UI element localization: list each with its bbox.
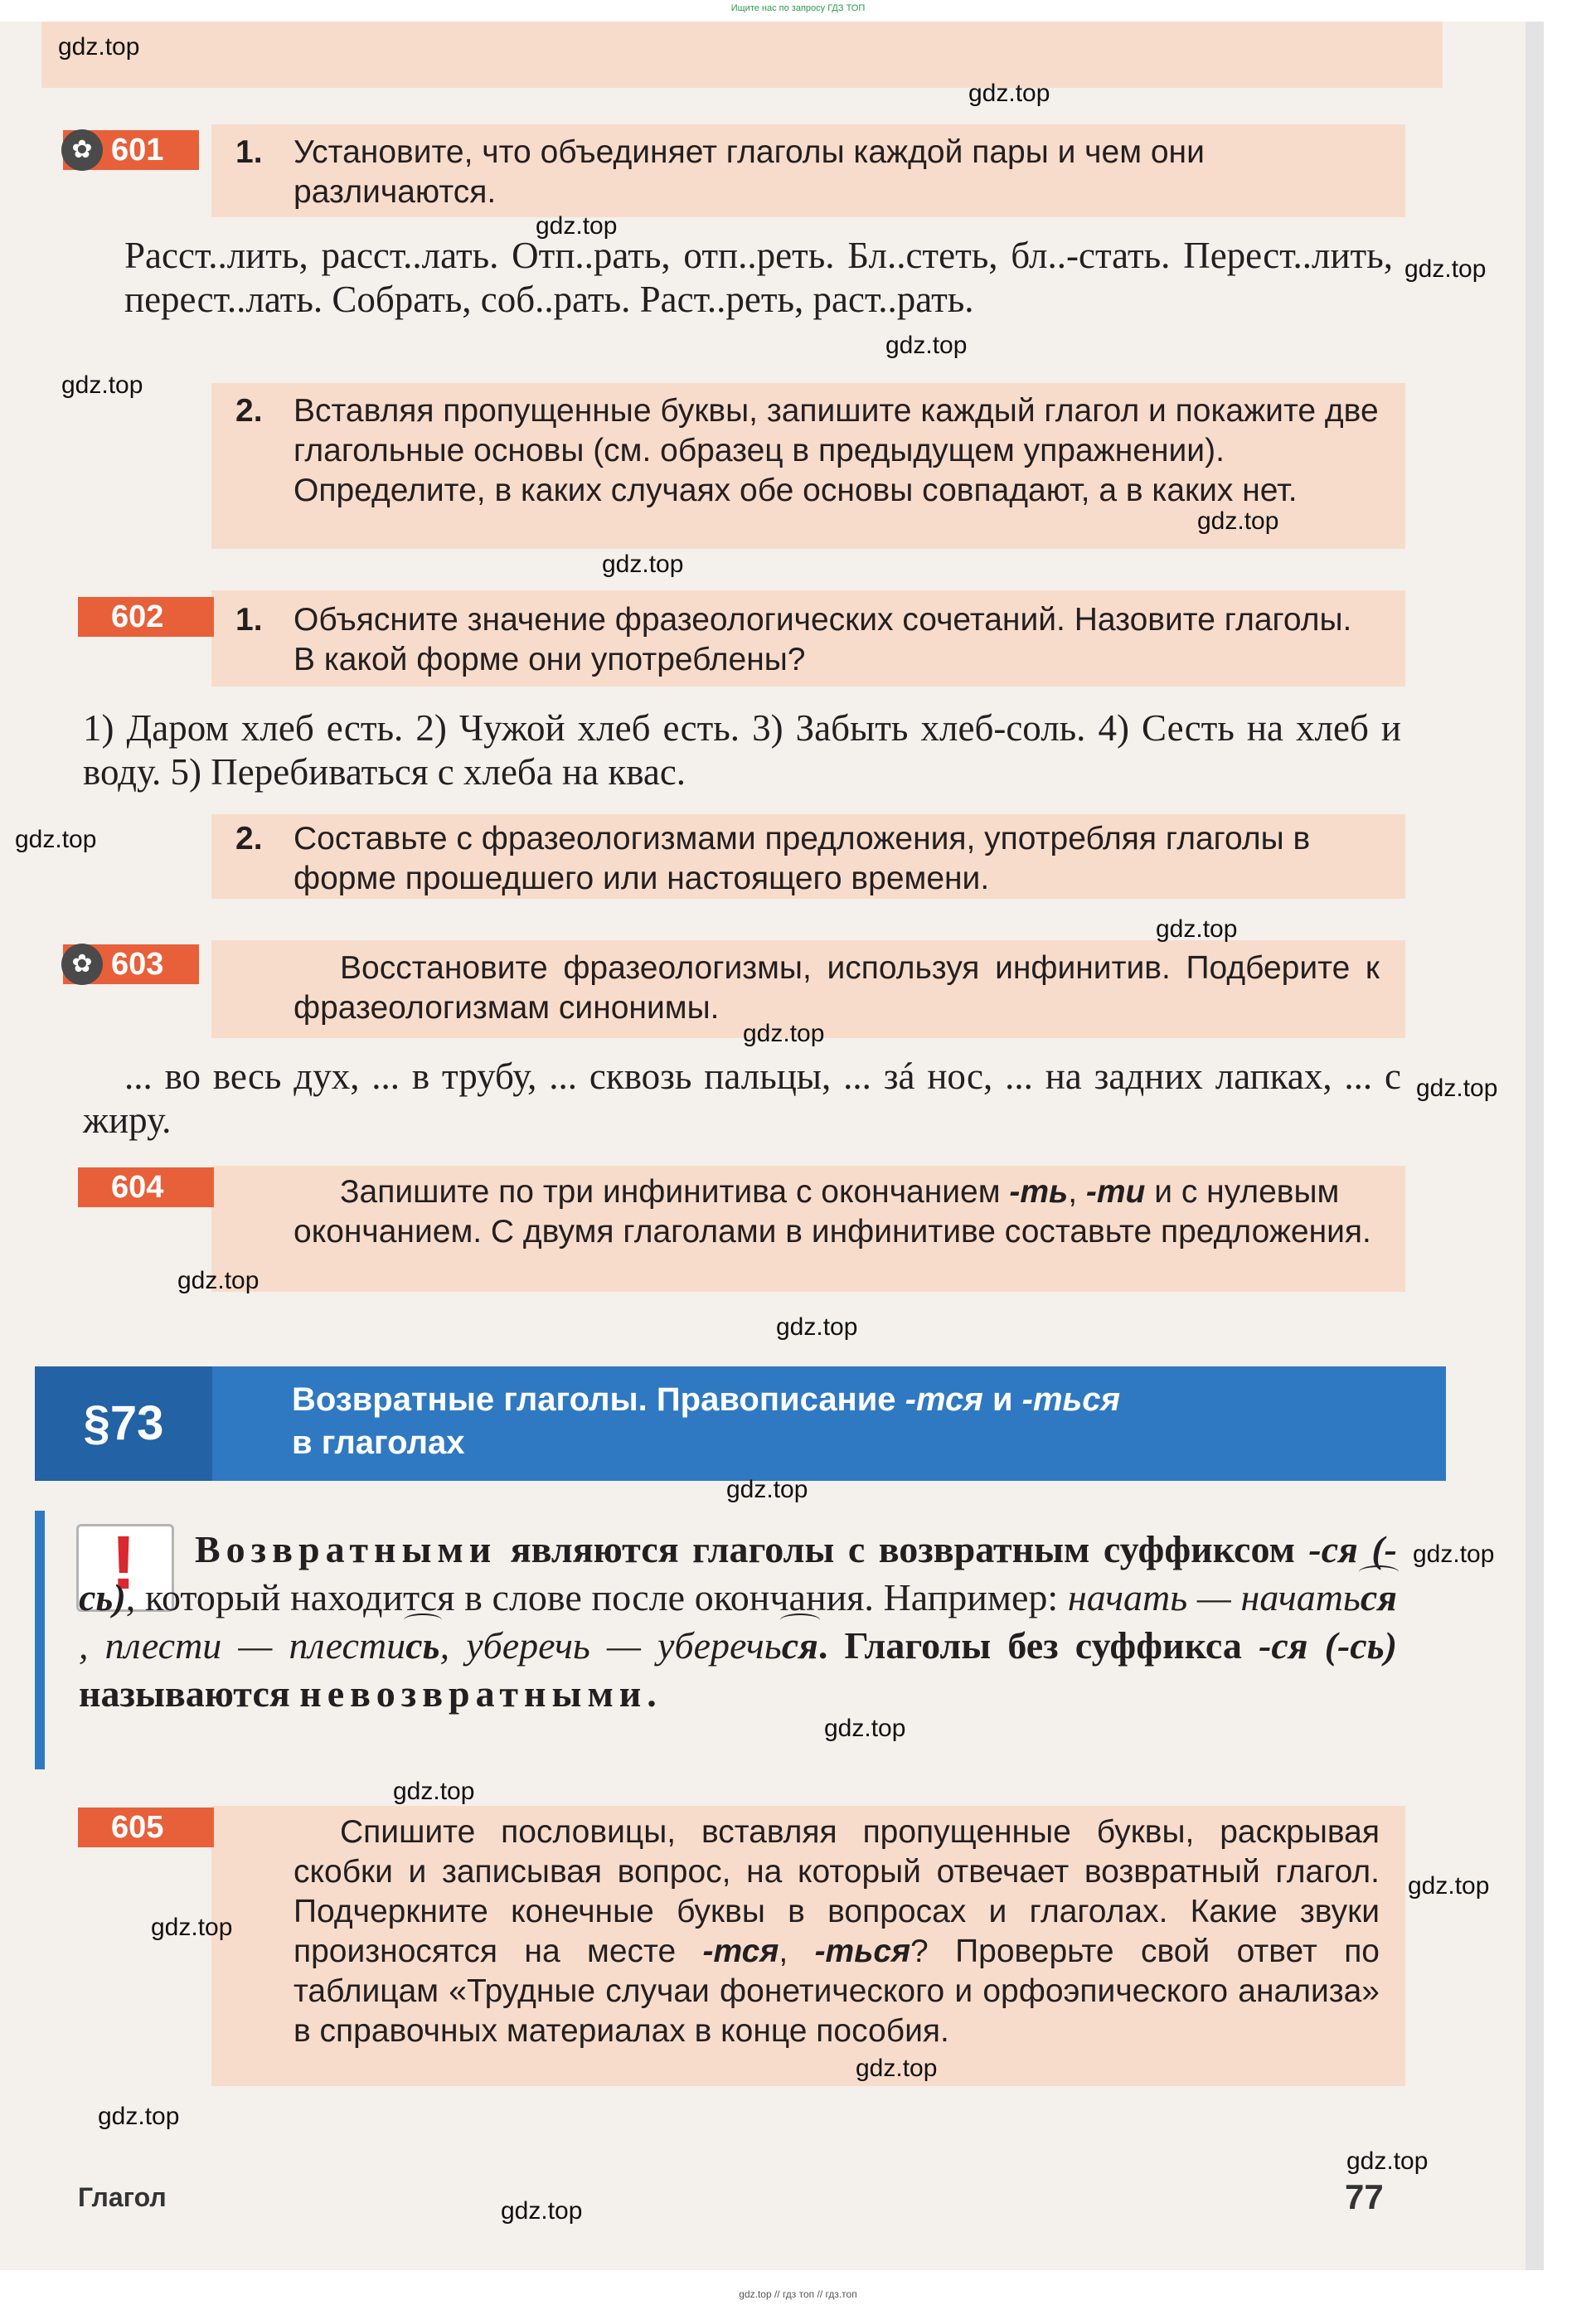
header-note: Ищите нас по запросу ГДЗ ТОП — [730, 3, 866, 13]
task-text: Запишите по три инфинитива с окончанием — [340, 1174, 1010, 1210]
rule-phrase: являются глаголы с возвратным суффиксом — [497, 1528, 1309, 1570]
exercise-task — [235, 819, 1380, 899]
rule-phrase: . Глаголы без суффикса — [817, 1624, 1259, 1667]
watermark: gdz.top — [501, 2197, 583, 2225]
task-number: 1. — [235, 602, 263, 638]
suffix-arc: ся — [1361, 1574, 1397, 1622]
exercise-number: 604 — [78, 1167, 214, 1207]
section-number: §73 — [35, 1366, 212, 1481]
watermark: gdz.top — [743, 1020, 825, 1047]
page-edge — [1526, 22, 1544, 2270]
task-text: Объясните значение фразеологических сочетаний. Назовите глаголы. В какой форме они употреблены? — [293, 602, 1352, 677]
section-header — [35, 1366, 1446, 1481]
rule-text — [79, 1526, 1397, 1718]
exercise-task — [235, 391, 1380, 511]
watermark: gdz.top — [885, 332, 968, 359]
example-word: , плести — плести — [79, 1624, 406, 1667]
watermark: gdz.top — [856, 2055, 938, 2082]
task-text: ? Проверьте свой ответ по таблицам «Трудные случаи фонетического и орфоэпического анализа» в справочных материалах в конце пособия. — [293, 1934, 1380, 2049]
watermark: gdz.top — [1404, 255, 1487, 283]
watermark: gdz.top — [776, 1313, 858, 1341]
exclamation-icon: ! — [110, 1521, 137, 1605]
example-word: , уберечь — уберечь — [439, 1624, 782, 1667]
suffix-marker: -ся (-сь) — [79, 1528, 1397, 1618]
exercise-task — [235, 133, 1380, 212]
watermark: gdz.top — [726, 1476, 808, 1503]
watermark: gdz.top — [61, 371, 143, 399]
footer-note: gdz.top // гдз топ // гдз.топ — [739, 2288, 857, 2300]
watermark: gdz.top — [98, 2103, 180, 2130]
example-word: начать — начать — [1067, 1576, 1361, 1618]
watermark: gdz.top — [536, 212, 618, 240]
suffix-arc: сь — [405, 1622, 439, 1670]
rule-term: невозвратными — [299, 1672, 648, 1715]
ending-marker: -ть — [1009, 1174, 1069, 1210]
watermark: gdz.top — [968, 80, 1050, 107]
watermark: gdz.top — [602, 551, 684, 578]
rule-term: Возвратными — [195, 1528, 497, 1570]
watermark: gdz.top — [151, 1914, 233, 1941]
watermark: gdz.top — [1416, 1075, 1498, 1102]
exercise-task — [293, 1812, 1380, 2051]
exercise-task: Восстановите фразеологизмы, используя инфинитив. Подберите к фразеологизмам синонимы. — [293, 950, 1380, 1026]
footer-section-name: Глагол — [78, 2182, 167, 2212]
section-title — [292, 1378, 1370, 1464]
section-title-text: в глаголах — [292, 1424, 465, 1461]
exercise-text: Расст..лить, расст..лать. Отп..рать, отп..реть. Бл..стеть, бл..-стать. Перест..лить, перест..лать. Собрать, соб..рать. Раст..реть, раст..рать. — [124, 235, 1393, 320]
watermark: gdz.top — [1197, 507, 1279, 535]
task-text: и с нулевым окончанием. С двумя глаголами в инфинитиве составьте предложения. — [293, 1174, 1371, 1250]
exercise-task — [235, 600, 1380, 680]
task-text: Спишите пословицы, вставляя пропущенные буквы, раскрывая скобки и записывая вопрос, на который отвечает возвратный глагол. Подчеркните конечные буквы в вопросах и глаголах. Какие звуки произносятся на месте — [293, 1814, 1380, 1969]
rule-phrase: . — [647, 1672, 657, 1715]
suffix-marker: -ться — [1021, 1381, 1121, 1418]
task-text: Установите, что объединяет глаголы каждой пары и чем они различаются. — [293, 134, 1205, 210]
section-title-text: и — [982, 1381, 1022, 1418]
suffix-marker: -тся — [905, 1381, 983, 1418]
task-text: Составьте с фразеологизмами предложения, употребляя глаголы в форме прошедшего или настоящего времени. — [293, 821, 1311, 896]
gear-icon: ✿ — [61, 129, 103, 171]
ending-marker: -ти — [1085, 1174, 1146, 1210]
exercise-text: 1) Даром хлеб есть. 2) Чужой хлеб есть. 3) Забыть хлеб-соль. 4) Сесть на хлеб и воду. 5) Перебиваться с хлеба на квас. — [83, 707, 1401, 793]
gear-icon: ✿ — [61, 944, 103, 985]
section-title-text: Возвратные глаголы. Правописание — [292, 1381, 905, 1418]
rule-phrase: называются — [79, 1672, 300, 1715]
task-number: 2. — [235, 393, 263, 429]
watermark: gdz.top — [177, 1267, 260, 1294]
watermark: gdz.top — [1413, 1541, 1495, 1568]
watermark: gdz.top — [824, 1715, 906, 1742]
exercise-number: 605 — [78, 1808, 214, 1847]
separator: , — [1068, 1174, 1086, 1210]
rule-accent-bar — [35, 1511, 45, 1769]
watermark: gdz.top — [1408, 1872, 1490, 1900]
watermark: gdz.top — [58, 33, 140, 61]
task-number: 2. — [235, 821, 263, 856]
exercise-number: 603 — [63, 944, 199, 984]
suffix-marker: -ся (-сь) — [1259, 1624, 1398, 1667]
watermark: gdz.top — [393, 1778, 475, 1805]
exercise-task — [293, 1172, 1380, 1252]
separator: , — [779, 1934, 815, 1969]
exercise-number: 601 — [63, 130, 199, 170]
top-band — [41, 22, 1443, 88]
task-text: Вставляя пропущенные буквы, запишите каждый глагол и покажите две глагольные основы (см. образец в предыдущем упражнении). Определите, в каких случаях обе основы совпадают, а в каких нет. — [293, 393, 1379, 508]
watermark: gdz.top — [1156, 915, 1238, 943]
page-number: 77 — [1345, 2177, 1384, 2216]
watermark: gdz.top — [15, 826, 97, 853]
task-number: 1. — [235, 134, 263, 170]
watermark: gdz.top — [1346, 2147, 1429, 2175]
rule-phrase: , который находится в слове после окончания. Например: — [125, 1576, 1068, 1618]
exercise-number: 602 — [78, 597, 214, 637]
ending-marker: -тся — [702, 1934, 779, 1969]
suffix-arc: ся — [782, 1622, 818, 1670]
exercise-text: ... во весь дух, ... в трубу, ... сквозь пальцы, ... зá нос, ... на задних лапках, ... с жиру. — [83, 1055, 1401, 1141]
ending-marker: -ться — [814, 1934, 911, 1969]
